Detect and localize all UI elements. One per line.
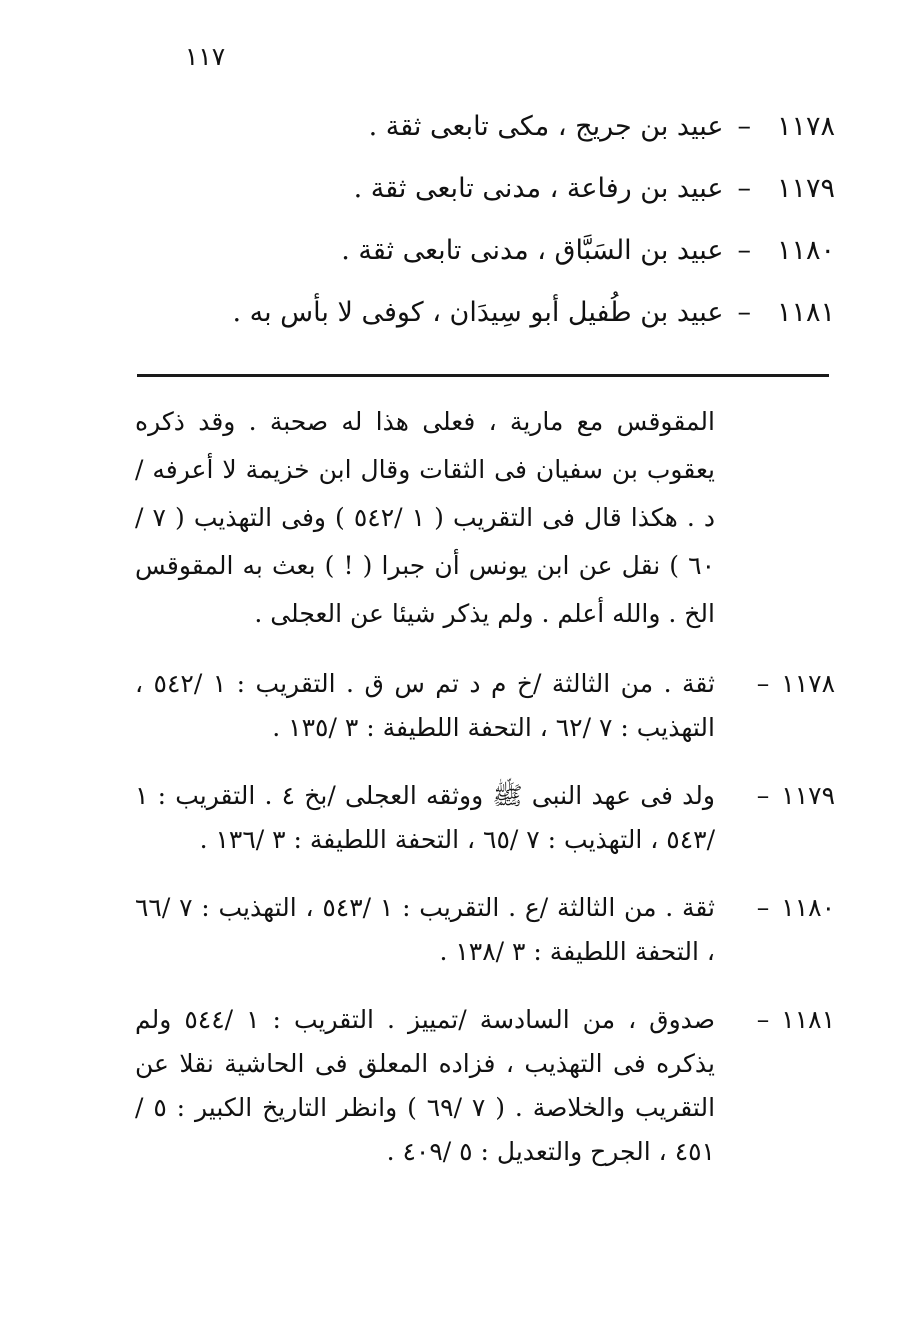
footnote-dash: – (756, 669, 770, 698)
footnote-number: ١١٨٠ (781, 893, 835, 922)
entry-text: عبيد بن السَبَّاق ، مدنى تابعى ثقة . (341, 235, 724, 266)
footnote-head (715, 774, 835, 862)
footnote-text: ثقة . من الثالثة /ع . التقريب : ١ /٥٤٣ ، التهذيب : ٧ /٦٦ ، التحفة اللطيفة : ٣ /١٣٨ . (135, 893, 715, 966)
entry-1179 (135, 158, 835, 220)
entry-1181 (135, 282, 835, 344)
footnote-dash: – (756, 781, 770, 810)
entry-dash: – (737, 111, 751, 142)
entry-number: ١١٧٩ (776, 173, 835, 204)
footnote-number: ١١٨١ (781, 1005, 835, 1034)
entry-dash: – (737, 235, 751, 266)
footnote-divider (137, 374, 829, 377)
entry-text: عبيد بن رفاعة ، مدنى تابعى ثقة . (353, 173, 724, 204)
entry-number: ١١٨٠ (776, 235, 835, 266)
footnote-dash: – (756, 893, 770, 922)
footnote-head (715, 886, 835, 974)
footnote-head (715, 998, 835, 1174)
entry-1180 (135, 220, 835, 282)
footnote-text: ولد فى عهد النبى ﷺ ووثقه العجلى /بخ ٤ . التقريب : ١ /٥٤٣ ، التهذيب : ٧ /٦٥ ، التحفة اللطيفة : ٣ /١٣٦ . (135, 781, 715, 854)
entry-text: عبيد بن طُفيل أبو سِيدَان ، كوفى لا بأس به . (232, 297, 724, 328)
footnote-1178 (135, 662, 835, 750)
entry-text: عبيد بن جريج ، مكى تابعى ثقة . (368, 111, 724, 142)
entry-number: ١١٧٨ (776, 111, 835, 142)
footnote-1180 (135, 886, 835, 974)
footnote-dash: – (756, 1005, 770, 1034)
entry-number: ١١٨١ (776, 297, 835, 328)
biography-entries (135, 96, 835, 344)
footnote-text: ثقة . من الثالثة /خ م د تم س ق . التقريب : ١ /٥٤٢ ، التهذيب : ٧ /٦٢ ، التحفة اللطيفة : ٣ /١٣٥ . (135, 669, 715, 742)
entry-dash: – (737, 297, 751, 328)
footnotes (135, 398, 835, 1174)
page-number: ١١٧ (184, 42, 226, 71)
footnote-continuation: المقوقس مع مارية ، فعلى هذا له صحبة . وقد ذكره يعقوب بن سفيان فى الثقات وقال ابن خزيمة لا أعرفه /د . هكذا قال فى التقريب ( ١ /٥٤٢ ) وفى التهذيب ( ٧ /٦٠ ) نقل عن ابن يونس أن جبرا ( ! ) بعث به المقوقس الخ . والله أعلم . ولم يذكر شيئا عن العجلى . (135, 407, 716, 628)
entry-dash: – (737, 173, 751, 204)
footnote-number: ١١٧٨ (781, 669, 835, 698)
footnote-head (715, 662, 835, 750)
entry-1178 (135, 96, 835, 158)
footnote-1181 (135, 998, 835, 1174)
footnote-1179 (135, 774, 835, 862)
footnote-number: ١١٧٩ (781, 781, 835, 810)
footnote-text: صدوق ، من السادسة /تمييز . التقريب : ١ /٥٤٤ ولم يذكره فى التهذيب ، فزاده المعلق فى الحاشية نقلا عن التقريب والخلاصة . ( ٧ /٦٩ ) وانظر التاريخ الكبير : ٥ /٤٥١ ، الجرح والتعديل : ٥ /٤٠٩ . (135, 1005, 716, 1166)
